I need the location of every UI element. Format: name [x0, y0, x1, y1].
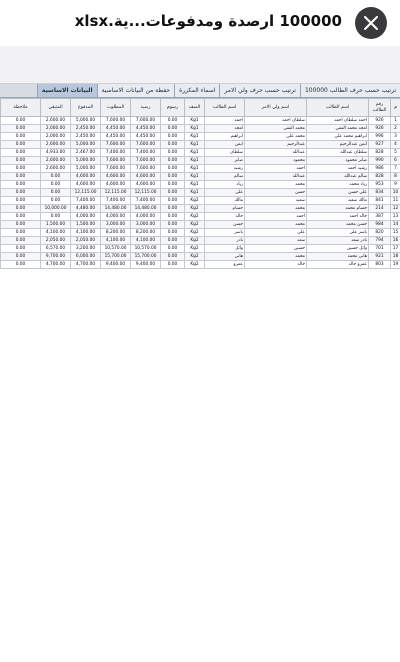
table-cell: 2: [391, 125, 400, 133]
table-cell: 7,400.00: [131, 197, 161, 205]
table-cell: حسين: [245, 245, 307, 253]
table-cell: Kg2: [185, 245, 205, 253]
table-cell: 794: [369, 237, 391, 245]
table-cell: 18: [391, 253, 400, 261]
table-cell: Kg1: [185, 149, 205, 157]
table-cell: هاني: [205, 253, 245, 261]
table-cell: 10: [391, 189, 400, 197]
table-cell: 3: [391, 133, 400, 141]
table-cell: علي: [205, 189, 245, 197]
table-cell: 0.00: [161, 245, 185, 253]
column-header: م: [391, 99, 400, 117]
table-cell: 4,933.00: [41, 149, 71, 157]
table-cell: 841: [369, 197, 391, 205]
column-header: الصف: [185, 99, 205, 117]
table-cell: زياد: [205, 181, 245, 189]
table-cell: 7,600.00: [131, 165, 161, 173]
column-header: رقم الطالب: [369, 99, 391, 117]
table-cell: 2,467.00: [71, 149, 101, 157]
table-cell: 1,500.00: [41, 221, 71, 229]
table-cell: Kg1: [185, 189, 205, 197]
table-cell: 4,600.00: [101, 173, 131, 181]
table-cell: زياد محمد: [307, 181, 369, 189]
table-cell: 7: [391, 165, 400, 173]
table-cell: 9,400.00: [131, 261, 161, 269]
sheet-tab[interactable]: حفظة من البيانات الاساسية: [97, 84, 174, 98]
table-cell: ابراهيم محمد علي: [307, 133, 369, 141]
table-row: [1, 133, 400, 141]
table-cell: محمد الفقي: [245, 125, 307, 133]
sheet-tab[interactable]: ترتيب حسب حرف الطالب 100000: [300, 84, 400, 98]
table-cell: 4,450.00: [131, 133, 161, 141]
table-cell: Kg2: [185, 221, 205, 229]
table-cell: Kg1: [185, 125, 205, 133]
table-cell: 0.00: [1, 141, 41, 149]
table-cell: 12,115.00: [101, 189, 131, 197]
table-cell: 10,000.00: [41, 205, 71, 213]
table-row: [1, 253, 400, 261]
table-cell: 0.00: [161, 189, 185, 197]
table-cell: 828: [369, 173, 391, 181]
table-cell: Kg2: [185, 237, 205, 245]
table-cell: 4,600.00: [71, 181, 101, 189]
table-cell: 4,600.00: [101, 181, 131, 189]
table-cell: عبدالله: [245, 149, 307, 157]
table-cell: ياسر علي: [307, 229, 369, 237]
table-cell: 14,480.00: [131, 205, 161, 213]
table-cell: 3,000.00: [101, 221, 131, 229]
table-row: [1, 245, 400, 253]
table-cell: Kg2: [185, 229, 205, 237]
table-row: [1, 117, 400, 125]
table-cell: ايمن عبدالرحيم: [307, 141, 369, 149]
table-cell: سلطان: [205, 149, 245, 157]
table-cell: 984: [369, 221, 391, 229]
table-cell: سعيد: [245, 197, 307, 205]
table-cell: 15,700.00: [101, 253, 131, 261]
table-cell: 834: [369, 189, 391, 197]
table-row: [1, 261, 400, 269]
column-header: اسم الطالب: [307, 99, 369, 117]
table-cell: 0.00: [1, 205, 41, 213]
column-header: ملاحظة: [1, 99, 41, 117]
table-cell: 4,450.00: [101, 133, 131, 141]
table-cell: 0.00: [41, 213, 71, 221]
document-title: 100000 ارصدة ومدفوعات...ية.xlsx: [74, 12, 342, 30]
table-cell: ايمن: [205, 141, 245, 149]
table-cell: 12,115.00: [71, 189, 101, 197]
table-cell: 926: [369, 125, 391, 133]
column-header: رصيد: [131, 99, 161, 117]
table-cell: هاني محمد: [307, 253, 369, 261]
table-cell: محمد: [245, 221, 307, 229]
table-cell: 0.00: [161, 181, 185, 189]
table-cell: 7,400.00: [71, 197, 101, 205]
column-header: رسوم: [161, 99, 185, 117]
data-table: [0, 98, 400, 269]
table-row: [1, 237, 400, 245]
table-cell: 0.00: [161, 117, 185, 125]
table-cell: 2,000.00: [41, 133, 71, 141]
table-cell: 12: [391, 205, 400, 213]
table-cell: 8,200.00: [101, 229, 131, 237]
table-cell: 0.00: [41, 189, 71, 197]
table-cell: 0.00: [1, 213, 41, 221]
sheet-preview-bar: [0, 46, 400, 84]
table-cell: محمد: [245, 205, 307, 213]
sheet-tab[interactable]: البيانات الاساسية: [37, 84, 97, 98]
table-cell: 0.00: [1, 173, 41, 181]
table-cell: عمرو خالد: [307, 261, 369, 269]
table-cell: Kg1: [185, 181, 205, 189]
table-cell: سلطان احمد: [245, 117, 307, 125]
table-cell: صابر محمود: [307, 157, 369, 165]
table-cell: Kg1: [185, 117, 205, 125]
table-cell: 6: [391, 157, 400, 165]
column-header: اسم ولي الامر: [245, 99, 307, 117]
table-cell: عمرو: [205, 261, 245, 269]
table-cell: Kg2: [185, 205, 205, 213]
table-cell: 9,700.00: [41, 253, 71, 261]
table-cell: 0.00: [161, 173, 185, 181]
table-cell: Kg1: [185, 133, 205, 141]
table-cell: 1: [391, 117, 400, 125]
table-cell: Kg2: [185, 253, 205, 261]
table-cell: 0.00: [161, 133, 185, 141]
table-cell: 5,000.00: [71, 117, 101, 125]
table-cell: رشيد: [205, 165, 245, 173]
table-cell: 0.00: [1, 237, 41, 245]
table-cell: Kg1: [185, 157, 205, 165]
table-cell: 4,450.00: [101, 125, 131, 133]
table-cell: حسن: [245, 189, 307, 197]
table-cell: 15,700.00: [131, 253, 161, 261]
table-cell: حسن: [205, 221, 245, 229]
table-cell: 701: [369, 245, 391, 253]
table-cell: امجد محمد الفقي: [307, 125, 369, 133]
table-cell: 7,600.00: [131, 157, 161, 165]
table-row: [1, 149, 400, 157]
table-cell: 4,000.00: [101, 213, 131, 221]
table-cell: 4,700.00: [41, 261, 71, 269]
table-cell: Kg1: [185, 173, 205, 181]
table-row: [1, 165, 400, 173]
table-cell: 15: [391, 229, 400, 237]
table-cell: 2,450.00: [71, 133, 101, 141]
table-cell: سالم عبدالله: [307, 173, 369, 181]
table-cell: 0.00: [1, 189, 41, 197]
table-cell: 2,600.00: [41, 117, 71, 125]
table-cell: حسن محمد: [307, 221, 369, 229]
table-cell: 12,115.00: [131, 189, 161, 197]
table-cell: 7,400.00: [131, 149, 161, 157]
table-cell: 0.00: [1, 245, 41, 253]
table-cell: علي: [245, 229, 307, 237]
table-cell: 7,600.00: [101, 165, 131, 173]
table-cell: احمد سلطان احمد: [307, 117, 369, 125]
table-cell: رشيد احمد: [307, 165, 369, 173]
table-cell: محمد: [245, 253, 307, 261]
table-cell: 4,100.00: [101, 237, 131, 245]
table-cell: 17: [391, 245, 400, 253]
table-cell: 0.00: [161, 221, 185, 229]
table-cell: 3,200.00: [71, 245, 101, 253]
table-cell: 0.00: [1, 133, 41, 141]
table-cell: 926: [369, 117, 391, 125]
table-cell: ياسر: [205, 229, 245, 237]
table-cell: 11: [391, 197, 400, 205]
table-cell: 4,000.00: [71, 213, 101, 221]
table-cell: 9,400.00: [101, 261, 131, 269]
top-bar: [0, 0, 400, 46]
table-row: [1, 173, 400, 181]
table-cell: احمد: [245, 213, 307, 221]
table-cell: Kg2: [185, 213, 205, 221]
table-cell: احمد: [245, 165, 307, 173]
table-cell: 0.00: [41, 181, 71, 189]
table-cell: 990: [369, 157, 391, 165]
table-cell: 4: [391, 141, 400, 149]
sheet-tab[interactable]: ترتيب حسب حرف ولي الامر: [219, 84, 300, 98]
table-cell: 0.00: [161, 197, 185, 205]
close-button[interactable]: [355, 7, 387, 39]
table-cell: خالد احمد: [307, 213, 369, 221]
table-row: [1, 213, 400, 221]
table-cell: 953: [369, 181, 391, 189]
table-cell: 8: [391, 173, 400, 181]
table-cell: 0.00: [1, 157, 41, 165]
column-header: المطلوب: [101, 99, 131, 117]
table-cell: 7,600.00: [131, 141, 161, 149]
table-cell: 0.00: [1, 197, 41, 205]
table-cell: 4,600.00: [131, 173, 161, 181]
table-cell: 0.00: [161, 205, 185, 213]
table-cell: سلطان عبدالله: [307, 149, 369, 157]
table-cell: 14: [391, 221, 400, 229]
table-cell: 4,600.00: [131, 181, 161, 189]
table-row: [1, 141, 400, 149]
table-cell: Kg2: [185, 197, 205, 205]
table-cell: 0.00: [1, 149, 41, 157]
table-cell: 7,400.00: [101, 149, 131, 157]
table-cell: 0.00: [161, 141, 185, 149]
table-cell: 0.00: [161, 125, 185, 133]
table-cell: 6,000.00: [71, 253, 101, 261]
table-cell: 10,570.00: [131, 245, 161, 253]
table-cell: 2,600.00: [41, 141, 71, 149]
table-cell: حسام: [205, 205, 245, 213]
column-header: اسم الطالب: [205, 99, 245, 117]
table-cell: 4,700.00: [71, 261, 101, 269]
table-cell: 4,000.00: [131, 213, 161, 221]
table-cell: 921: [369, 253, 391, 261]
table-cell: علي حسن: [307, 189, 369, 197]
table-cell: 7,600.00: [101, 117, 131, 125]
table-cell: 4,100.00: [41, 229, 71, 237]
table-cell: 0.00: [161, 229, 185, 237]
table-cell: 0.00: [1, 229, 41, 237]
table-cell: 4,450.00: [131, 125, 161, 133]
table-row: [1, 189, 400, 197]
table-cell: حسام محمد: [307, 205, 369, 213]
table-cell: صابر: [205, 157, 245, 165]
table-cell: محمد علي: [245, 133, 307, 141]
table-cell: وائل: [205, 245, 245, 253]
table-cell: Kg2: [185, 261, 205, 269]
table-cell: 0.00: [161, 261, 185, 269]
table-cell: 4,100.00: [131, 237, 161, 245]
column-header: المدفوع: [71, 99, 101, 117]
table-cell: خالد: [205, 213, 245, 221]
table-cell: 6,570.00: [41, 245, 71, 253]
table-cell: 0.00: [1, 165, 41, 173]
table-cell: 0.00: [1, 221, 41, 229]
table-cell: نادر: [205, 237, 245, 245]
table-row: [1, 221, 400, 229]
table-cell: 803: [369, 261, 391, 269]
table-cell: 2,000.00: [41, 125, 71, 133]
table-cell: 0.00: [161, 149, 185, 157]
table-cell: 1,500.00: [71, 221, 101, 229]
table-cell: 2,600.00: [41, 157, 71, 165]
table-cell: مالك: [205, 197, 245, 205]
table-cell: 13: [391, 213, 400, 221]
table-cell: 19: [391, 261, 400, 269]
table-cell: سعد: [245, 237, 307, 245]
table-cell: عبدالله: [245, 173, 307, 181]
table-cell: 5,000.00: [71, 165, 101, 173]
table-cell: 927: [369, 141, 391, 149]
table-cell: مالك سعيد: [307, 197, 369, 205]
table-cell: 0.00: [1, 117, 41, 125]
table-cell: محمود: [245, 157, 307, 165]
table-cell: 986: [369, 165, 391, 173]
table-cell: 7,600.00: [101, 157, 131, 165]
table-cell: وائل حسين: [307, 245, 369, 253]
table-cell: 820: [369, 229, 391, 237]
table-cell: 828: [369, 149, 391, 157]
table-cell: 9: [391, 181, 400, 189]
table-cell: محمد: [245, 181, 307, 189]
table-cell: خالد: [245, 261, 307, 269]
table-cell: امجد: [205, 125, 245, 133]
table-cell: 0.00: [41, 197, 71, 205]
table-cell: 0.00: [1, 181, 41, 189]
table-cell: 2,450.00: [71, 125, 101, 133]
table-cell: 0.00: [161, 213, 185, 221]
table-cell: 7,600.00: [101, 141, 131, 149]
table-cell: 387: [369, 213, 391, 221]
table-row: [1, 125, 400, 133]
table-cell: 0.00: [161, 237, 185, 245]
table-cell: Kg1: [185, 165, 205, 173]
table-row: [1, 205, 400, 213]
sheet-tab[interactable]: اسماء المكررة: [174, 84, 219, 98]
table-row: [1, 181, 400, 189]
table-cell: 8,200.00: [131, 229, 161, 237]
table-cell: احمد: [205, 117, 245, 125]
table-cell: 996: [369, 133, 391, 141]
table-cell: 4,480.00: [71, 205, 101, 213]
table-cell: 0.00: [41, 173, 71, 181]
table-cell: 0.00: [1, 261, 41, 269]
table-cell: 10,570.00: [101, 245, 131, 253]
table-cell: 14,480.00: [101, 205, 131, 213]
table-row: [1, 197, 400, 205]
table-row: [1, 157, 400, 165]
table-cell: 16: [391, 237, 400, 245]
table-cell: 0.00: [1, 125, 41, 133]
table-cell: ابراهيم: [205, 133, 245, 141]
table-cell: 4,600.00: [71, 173, 101, 181]
table-cell: Kg1: [185, 141, 205, 149]
table-cell: 0.00: [161, 165, 185, 173]
table-cell: سالم: [205, 173, 245, 181]
table-cell: 4,100.00: [71, 229, 101, 237]
table-cell: نادر سعد: [307, 237, 369, 245]
table-cell: 5: [391, 149, 400, 157]
column-header: المتبقي: [41, 99, 71, 117]
table-cell: 7,600.00: [131, 117, 161, 125]
table-cell: 3,000.00: [131, 221, 161, 229]
table-cell: 5,000.00: [71, 141, 101, 149]
table-cell: 2,600.00: [41, 165, 71, 173]
table-cell: 214: [369, 205, 391, 213]
sheet-tabs: [0, 84, 400, 98]
table-cell: 2,050.00: [71, 237, 101, 245]
table-cell: 0.00: [1, 253, 41, 261]
table-cell: 7,400.00: [101, 197, 131, 205]
table-cell: عبدالرحيم: [245, 141, 307, 149]
table-cell: 2,050.00: [41, 237, 71, 245]
table-cell: 0.00: [161, 253, 185, 261]
table-cell: 5,000.00: [71, 157, 101, 165]
close-icon: [364, 16, 378, 30]
table-row: [1, 229, 400, 237]
table-cell: 0.00: [161, 157, 185, 165]
